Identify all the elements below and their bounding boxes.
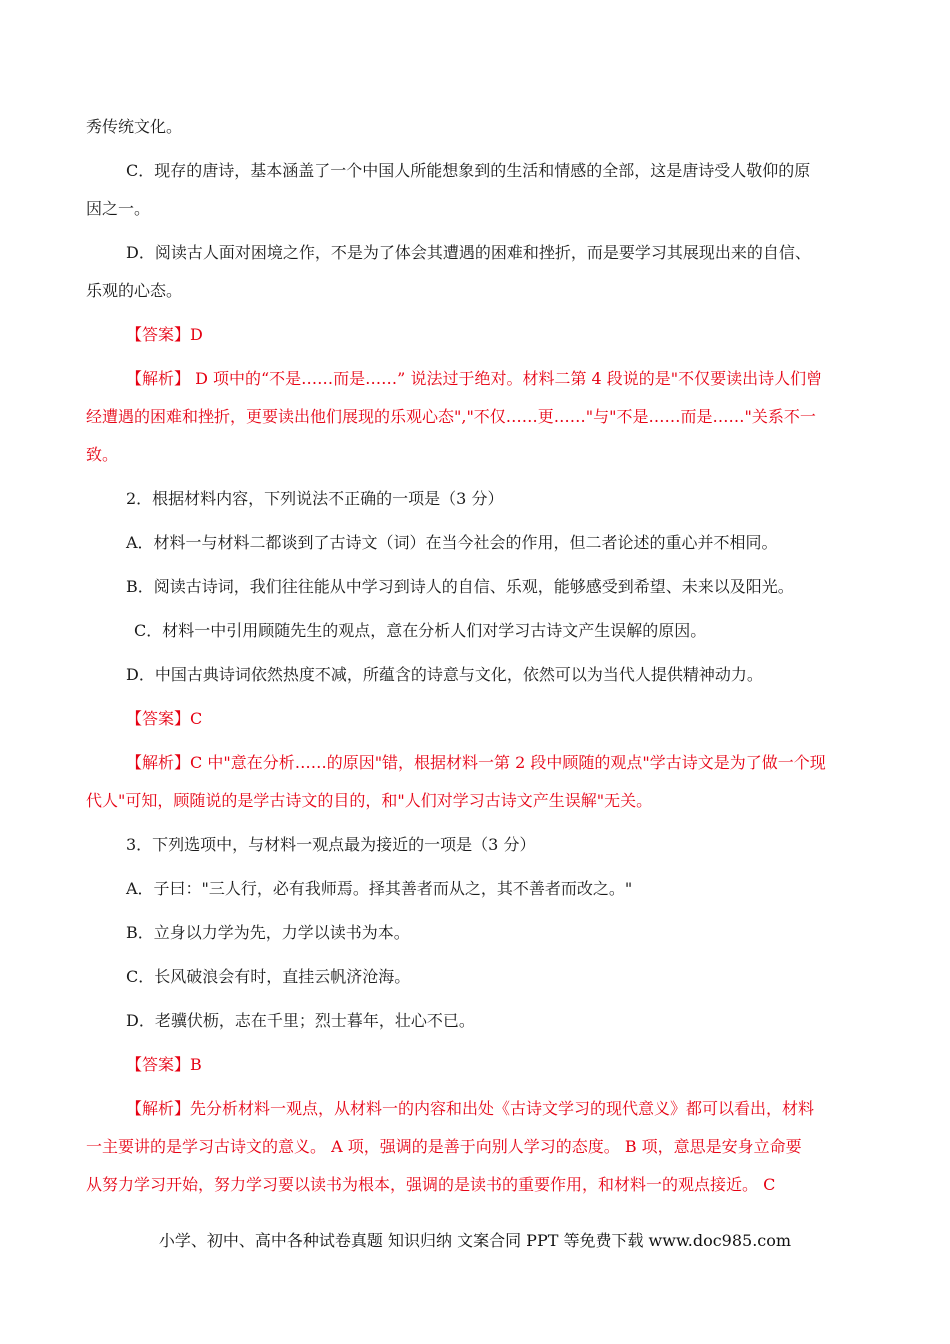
analysis-line: 从努力学习开始，努力学习要以读书为根本，强调的是读书的重要作用，和材料一的观点接近。 C (86, 1175, 776, 1194)
analysis-line: 致。 (86, 445, 119, 464)
question-3-title: 3．下列选项中，与材料一观点最为接近的一项是（3 分） (126, 835, 536, 854)
analysis-line: 经遭遇的困难和挫折，更要读出他们展现的乐观心态","不仅……更……"与"不是……而是……"关系不一 (86, 407, 816, 426)
option-a-line: A．材料一与材料二都谈到了古诗文（词）在当今社会的作用，但二者论述的重心并不相同。 (126, 533, 778, 552)
text-line: 秀传统文化。 (86, 117, 183, 136)
option-c-line: C．长风破浪会有时，直挂云帆济沧海。 (126, 967, 411, 986)
option-d-line: D．阅读古人面对困境之作，不是为了体会其遭遇的困难和挫折，而是要学习其展现出来的自信、 (126, 243, 811, 262)
question-2-title: 2．根据材料内容，下列说法不正确的一项是（3 分） (126, 489, 504, 508)
option-b-line: B．阅读古诗词，我们往往能从中学习到诗人的自信、乐观，能够感受到希望、未来以及阳光。 (126, 577, 794, 596)
option-d-line: D．老骥伏枥，志在千里；烈士暮年，壮心不已。 (126, 1011, 475, 1030)
text-line: 因之一。 (86, 199, 151, 218)
page-footer: 小学、初中、高中各种试卷真题 知识归纳 文案合同 PPT 等免费下载 www.doc985.com (158, 1231, 792, 1250)
analysis-line: 代人"可知，顾随说的是学古诗文的目的，和"人们对学习古诗文产生误解"无关。 (86, 791, 653, 810)
analysis-line: 【解析】C 中"意在分析……的原因"错，根据材料一第 2 段中顾随的观点"学古诗文是为了做一个现 (126, 753, 826, 772)
analysis-line: 一主要讲的是学习古诗文的意义。 A 项，强调的是善于向别人学习的态度。 B 项，意思是安身立命要 (86, 1137, 802, 1156)
option-c-line: C．现存的唐诗，基本涵盖了一个中国人所能想象到的生活和情感的全部，这是唐诗受人敬仰的原 (126, 161, 811, 180)
analysis-line: 【解析】先分析材料一观点，从材料一的内容和出处《古诗文学习的现代意义》都可以看出，材料 (126, 1099, 815, 1118)
answer-label: 【答案】B (126, 1055, 202, 1074)
answer-label: 【答案】C (126, 709, 203, 728)
option-c-line: C．材料一中引用顾随先生的观点，意在分析人们对学习古诗文产生误解的原因。 (134, 621, 707, 640)
analysis-line: 【解析】 D 项中的“不是……而是……” 说法过于绝对。材料二第 4 段说的是"不仅要读出诗人们曾 (126, 369, 823, 388)
option-a-line: A．子曰："三人行，必有我师焉。择其善者而从之，其不善者而改之。" (126, 879, 633, 898)
text-line: 乐观的心态。 (86, 281, 183, 300)
option-d-line: D．中国古典诗词依然热度不减，所蕴含的诗意与文化，依然可以为当代人提供精神动力。 (126, 665, 763, 684)
answer-label: 【答案】D (126, 325, 203, 344)
option-b-line: B．立身以力学为先，力学以读书为本。 (126, 923, 410, 942)
document-body (86, 108, 864, 1204)
